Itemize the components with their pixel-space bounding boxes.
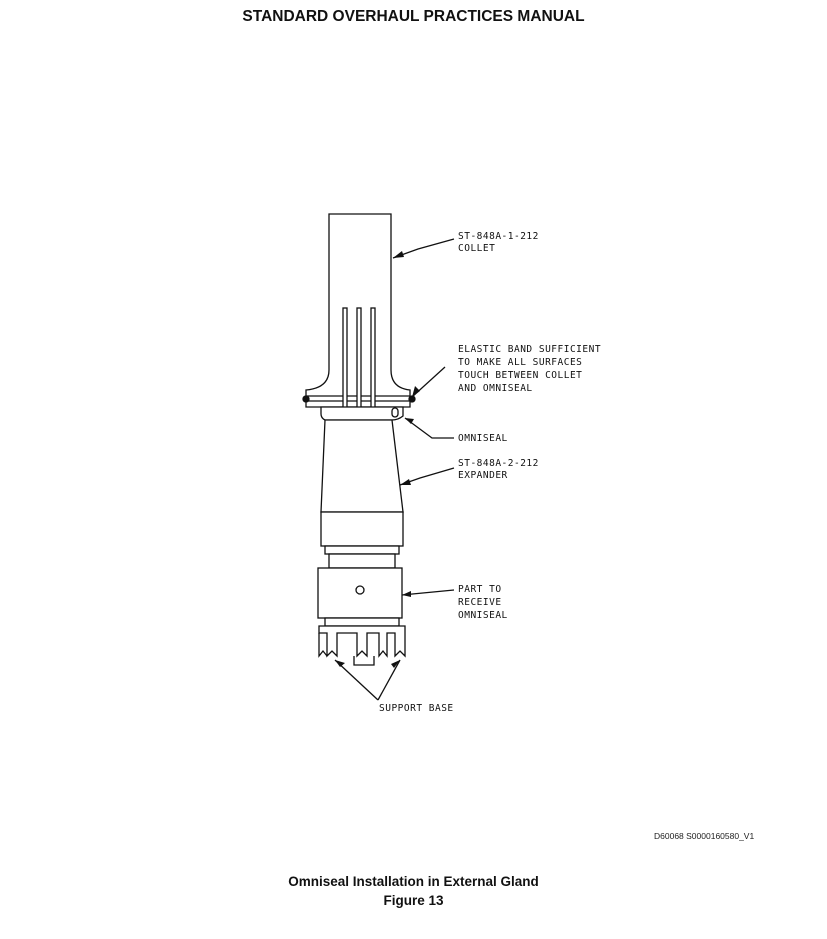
collet <box>306 214 410 408</box>
svg-text:TOUCH BETWEEN COLLET: TOUCH BETWEEN COLLET <box>458 370 583 381</box>
omniseal <box>321 407 403 420</box>
svg-text:ST-848A-2-212: ST-848A-2-212 <box>458 458 539 469</box>
svg-text:SUPPORT BASE: SUPPORT BASE <box>379 703 454 714</box>
label-support-base <box>379 703 454 714</box>
label-elastic-band <box>458 344 601 394</box>
label-part-to-receive <box>458 584 508 621</box>
svg-text:PART TO: PART TO <box>458 584 502 595</box>
svg-text:ELASTIC BAND SUFFICIENT: ELASTIC BAND SUFFICIENT <box>458 344 602 355</box>
figure-caption-title: Omniseal Installation in External Gland <box>288 874 539 889</box>
label-collet <box>458 231 539 254</box>
svg-text:COLLET: COLLET <box>458 243 496 254</box>
expander <box>321 420 403 554</box>
svg-text:AND OMNISEAL: AND OMNISEAL <box>458 383 533 394</box>
svg-text:RECEIVE: RECEIVE <box>458 597 502 608</box>
page-header: STANDARD OVERHAUL PRACTICES MANUAL <box>242 8 585 25</box>
label-omniseal <box>458 433 508 444</box>
svg-text:OMNISEAL: OMNISEAL <box>458 610 508 621</box>
reference-code: D60068 S0000160580_V1 <box>654 831 755 841</box>
svg-text:EXPANDER: EXPANDER <box>458 470 508 481</box>
svg-text:ST-848A-1-212: ST-848A-1-212 <box>458 231 539 242</box>
label-expander <box>458 458 539 481</box>
support-base <box>319 626 405 665</box>
figure-number: Figure 13 <box>383 893 444 908</box>
svg-text:OMNISEAL: OMNISEAL <box>458 433 508 444</box>
part-to-receive <box>318 554 402 626</box>
svg-text:TO MAKE ALL SURFACES: TO MAKE ALL SURFACES <box>458 357 583 368</box>
